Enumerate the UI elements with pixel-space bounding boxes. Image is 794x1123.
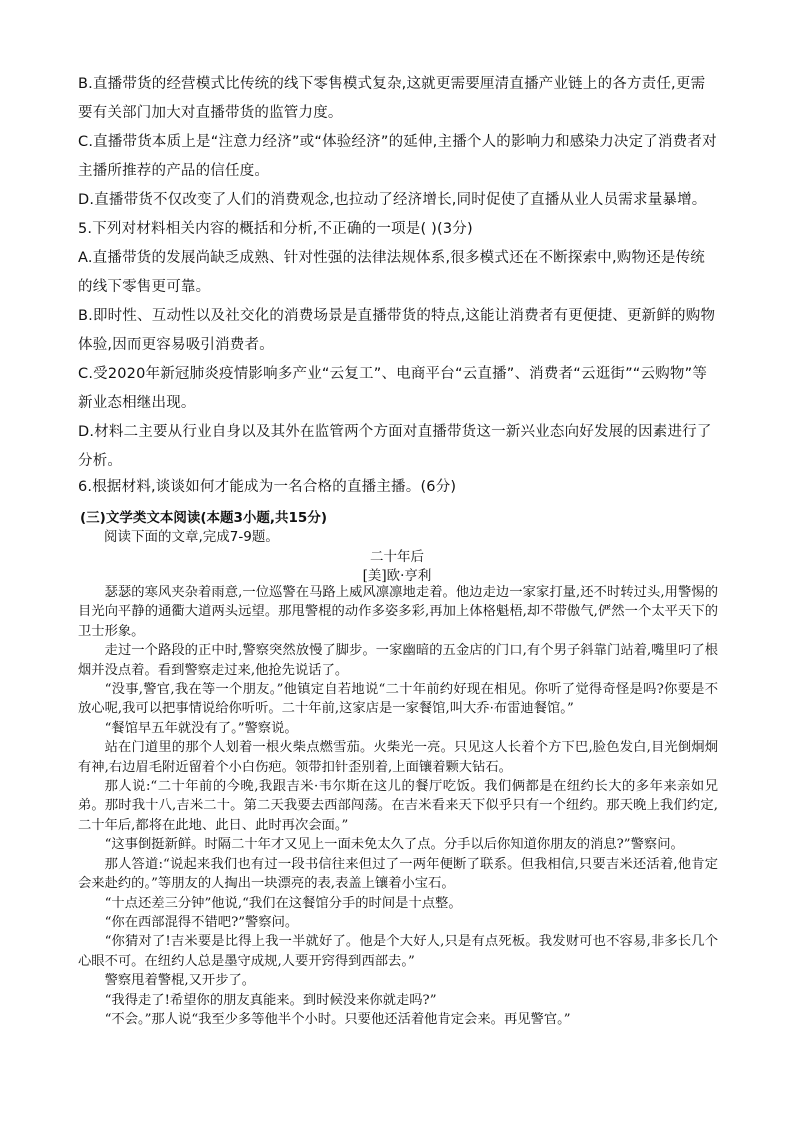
story-paragraph: “不会。”那人说“我至少多等他半个小时。只要他还活着他肯定会来。再见警官。” bbox=[104, 1011, 571, 1027]
question-6: 6.根据材料,谈谈如何才能成为一名合格的直播主播。(6分) bbox=[78, 479, 457, 495]
option-d: D.直播带货不仅改变了人们的消费观念,也拉动了经济增长,同时促使了直播从业人员需求量暴增。 bbox=[78, 192, 707, 208]
story-author: [美]欧·亨利 bbox=[362, 568, 432, 584]
story-paragraph: “餐馆早五年就没有了。”警察说。 bbox=[104, 720, 298, 736]
story-paragraph: “你猜对了!吉米要是比得上我一半就好了。他是个大好人,只是有点死板。我发财可也不容易,非多长几个心眼不可。在纽约人总是墨守成规,人要开窍得到西部去。” bbox=[78, 934, 718, 969]
story-paragraph: 走过一个路段的正中时,警察突然放慢了脚步。一家幽暗的五金店的门口,有个男子斜靠门站着,嘴里叼了根烟并没点着。看到警察走过来,他抢先说话了。 bbox=[78, 643, 718, 678]
option-b: B.直播带货的经营模式比传统的线下零售模式复杂,这就更需要厘清直播产业链上的各方责任,更需要有关部门加大对直播带货的监管力度。 bbox=[78, 76, 706, 121]
question-5: 5.下列对材料相关内容的概括和分析,不正确的一项是( )(3分) bbox=[78, 221, 473, 237]
story-paragraph: 那人说:“二十年前的今晚,我跟吉米·韦尔斯在这儿的餐厅吃饭。我们俩都是在纽约长大的多年来亲如兄弟。那时我十八,吉米二十。第二天我要去西部闯荡。在吉米看来天下似乎只有一个纽约。那天晚上我们约定,二十年后,都将在此地、此日、此时再次会面。” bbox=[78, 779, 718, 833]
story-paragraph: 瑟瑟的寒风夹杂着雨意,一位巡警在马路上威风凛凛地走着。他边走边一家家打量,还不时转过头,用警惕的目光向平静的通衢大道两头远望。那甩警棍的动作多姿多彩,再加上体格魁梧,却不带傲气,俨然一个太平天下的卫士形象。 bbox=[78, 585, 718, 639]
question-5-option-a: A.直播带货的发展尚缺乏成熟、针对性强的法律法规体系,很多模式还在不断探索中,购物还是传统的线下零售更可靠。 bbox=[78, 250, 705, 295]
story-title: 二十年后 bbox=[370, 549, 424, 565]
story-paragraph: “十点还差三分钟”他说,“我们在这餐馆分手的时间是十点整。 bbox=[104, 895, 462, 911]
story-paragraph: “我得走了!希望你的朋友真能来。到时候没来你就走吗?” bbox=[104, 992, 437, 1008]
story-paragraph: 那人答道:“说起来我们也有过一段书信往来但过了一两年便断了联系。但我相信,只要吉米还活着,他肯定会来赴约的。”等朋友的人掏出一块漂亮的表,表盖上镶着小宝石。 bbox=[78, 856, 718, 892]
story-body bbox=[78, 583, 718, 1029]
question-5-option-d: D.材料二主要从行业自身以及其外在监管两个方面对直播带货这一新兴业态向好发展的因素进行了分析。 bbox=[78, 424, 712, 469]
section-heading: (三)文学类文本阅读(本题3小题,共15分) bbox=[80, 510, 327, 526]
question-5-option-c: C.受2020年新冠肺炎疫情影响多产业“云复工”、电商平台“云直播”、消费者“云逛街”“云购物”等新业态相继出现。 bbox=[78, 366, 708, 411]
story-paragraph: 警察甩着警棍,又开步了。 bbox=[104, 973, 256, 989]
story-paragraph: “这事倒挺新鲜。时隔二十年才又见上一面未免太久了点。分手以后你知道你朋友的消息?”警察问。 bbox=[104, 837, 684, 853]
story-paragraph: “没事,警官,我在等一个朋友。”他镇定自若地说“二十年前约好现在相见。你听了觉得奇怪是吗?你要是不放心呢,我可以把事情说给你听听。二十年前,这家店是一家餐馆,叫大乔·布雷迪餐馆。” bbox=[78, 682, 718, 717]
story-paragraph: 站在门道里的那个人划着一根火柴点燃雪茄。火柴光一亮。只见这人长着个方下巴,脸色发白,目光倒炯炯有神,右边眉毛附近留着个小白伤疤。领带扣针歪别着,上面镶着颗大钻石。 bbox=[78, 740, 718, 775]
section-instruction: 阅读下面的文章,完成7-9题。 bbox=[104, 529, 279, 545]
story-paragraph: “你在西部混得不错吧?”警察问。 bbox=[104, 914, 299, 930]
question-5-option-b: B.即时性、互动性以及社交化的消费场景是直播带货的特点,这能让消费者有更便捷、更新鲜的购物体验,因而更容易吸引消费者。 bbox=[78, 308, 716, 353]
option-c: C.直播带货本质上是“注意力经济”或“体验经济”的延伸,主播个人的影响力和感染力决定了消费者对主播所推荐的产品的信任度。 bbox=[78, 134, 717, 179]
